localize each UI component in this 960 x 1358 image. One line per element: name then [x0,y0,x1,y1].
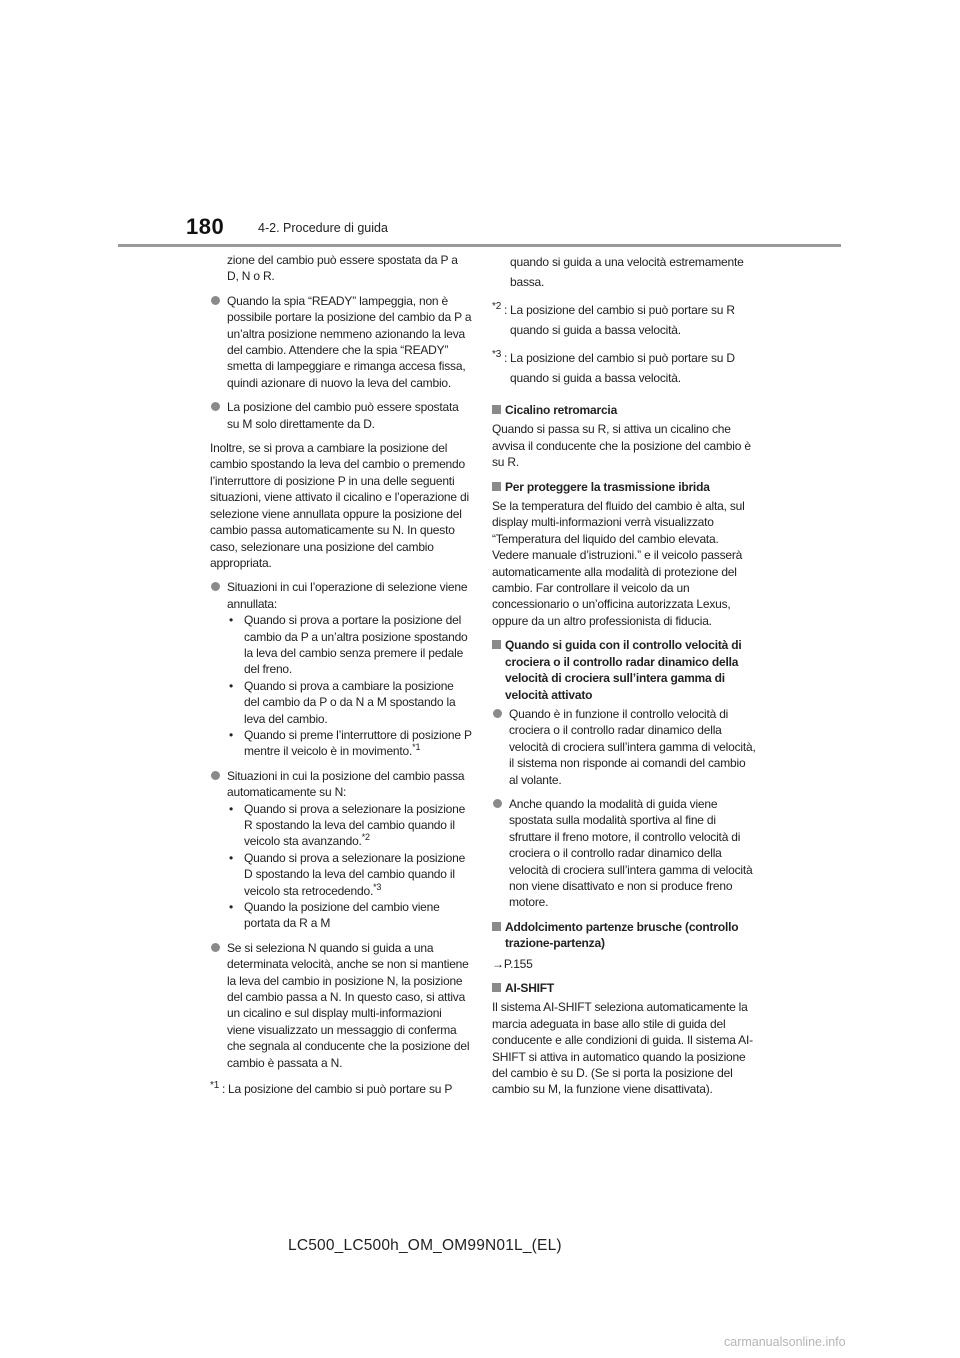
bullet-dot-icon [211,943,220,952]
section-heading [492,980,756,996]
heading-text: AI-SHIFT [505,981,555,995]
sub-item-text: Quando si prova a cambiare la posizione del cambio da P o da N a M spostando la leva del cambio. [244,678,456,726]
square-bullet-icon [492,922,501,931]
footnote-marker: *3 [492,349,502,360]
footnote-ref: *3 [373,881,382,892]
sub-item: • Quando si prova a selezionare la posizione R spostando la leva del cambio quando il veicolo sta avanzando.$^{*2}$ [229,801,466,849]
bullet-item [210,579,472,759]
document-code: LC500_LC500h_OM_OM99N01L_(EL) [288,1237,562,1254]
section-heading [492,402,756,418]
sub-item: • Quando si prova a selezionare la posizione D spostando la leva del cambio quando il veicolo sta retrocedendo.$^{*3}$ [229,850,466,898]
sub-item: • Quando si prova a portare la posizione del cambio da P a un’altra posizione spostando la leva del cambio senza premere il pedale del freno. [229,613,468,677]
sub-item-text: Quando la posizione del cambio viene portata da R a M [244,900,440,931]
arrow-right-icon: → [492,956,504,971]
sub-item: • Quando la posizione del cambio viene portata da R a M [229,900,440,931]
heading-text: Per proteggere la trasmissione ibrida [505,479,710,494]
square-bullet-icon [492,405,501,414]
bullet-text: Situazioni in cui l’operazione di selezione viene annullata: [227,580,468,611]
page-reference-link[interactable] [492,956,756,972]
footnote-ref: *1 [412,742,421,753]
footnote-continued [492,252,756,292]
bullet-item [210,940,472,1071]
section-heading [492,637,756,703]
bullet-dot-icon [493,799,502,808]
left-column [210,252,472,1107]
bullet-item [492,706,756,788]
bullet-dot-icon [211,296,220,305]
paragraph: Inoltre, se si prova a cambiare la posizione del cambio spostando la leva del cambio o premendo l’interruttore di posizione P in una delle seguenti situazioni, viene attivato il cicalino e l’operazione di selezione viene annullata oppure la posizione del cambio passa automaticamente su N. In questo caso, selezionare una posizione del cambio appropriata. [210,441,469,570]
bullet-text: La posizione del cambio può essere spostata su M solo direttamente da D. [227,400,459,431]
page-reference-text: P.155 [503,956,533,971]
footnote-marker: *2 [492,301,502,312]
paragraph: Quando si passa su R, si attiva un cicalino che avvisa il conducente che la posizione del cambio è su R. [492,422,751,470]
bullet-text: Se si seleziona N quando si guida a una determinata velocità, anche se non si mantiene la leva del cambio in posizione N, la posizione del cambio passa a N. In questo caso, si attiva un cicalino e sul display multi-informazioni viene visualizzato un messaggio di conferma che segnala al conducente che la posizione del cambio è passata a N. [227,940,470,1070]
bullet-item [492,796,756,911]
footnote-text: La posizione del cambio si può portare su P [228,1082,453,1097]
footnote-ref: *2 [361,832,370,843]
section-heading [492,479,756,495]
heading-text: Addolcimento partenze brusche (controllo trazione-partenza) [505,919,739,951]
watermark: carmanualsonline.info [724,1335,846,1349]
sub-item-text: Quando si prova a selezionare la posizione D spostando la leva del cambio quando il veicolo sta retrocedendo. [244,850,466,898]
footnote: *1 : La posizione del cambio si può portare su P [210,1079,472,1099]
right-column [492,252,756,1106]
square-bullet-icon [492,983,501,992]
footnote: *3 : La posizione del cambio si può portare su D quando si guida a bassa velocità. [492,348,756,388]
sub-item-text: Quando si prova a selezionare la posizione R spostando la leva del cambio quando il veicolo sta avanzando. [244,801,466,849]
bullet-item [210,293,472,391]
paragraph: Se la temperatura del fluido del cambio è alta, sul display multi-informazioni verrà visualizzato “Temperatura del liquido del cambio elevata. Vedere manuale d’istruzioni.” e il veicolo passerà automaticamente alla modalità di protezione del cambio. Far controllare il veicolo da un concessionario o un’officina autorizzata Lexus, oppure da un altro professionista di fiducia. [492,499,745,628]
bullet-text: Anche quando la modalità di guida viene spostata sulla modalità sportiva al fine di sfruttare il freno motore, il controllo velocità di crociera o il controllo radar dinamico della velocità di crociera sull’intera gamma di velocità non viene disattivato e non si produce freno motore. [509,796,753,910]
page-number: 180 [186,214,225,239]
bullet-text: Situazioni in cui la posizione del cambio passa automaticamente su N: [227,768,465,800]
bullet-item [210,399,472,432]
sub-item: • Quando si prova a cambiare la posizione del cambio da P o da N a M spostando la leva del cambio. [229,678,456,726]
square-bullet-icon [492,482,501,491]
bullet-dot-icon [211,771,220,780]
bullet-text: Quando è in funzione il controllo velocità di crociera o il controllo radar dinamico della velocità di crociera sull’intera gamma di velocità, il sistema non risponde ai comandi del cambio al volante. [509,706,756,787]
sub-item-text: Quando si prova a portare la posizione del cambio da P a un’altra posizione spostando la leva del cambio senza premere il pedale del freno. [244,613,468,677]
bullet-dot-icon [211,402,220,411]
page-header [0,0,960,250]
footnote-marker: *1 [210,1080,220,1092]
paragraph: Il sistema AI-SHIFT seleziona automaticamente la marcia adeguata in base allo stile di guida del conducente e alle condizioni di guida. Il sistema AI-SHIFT si attiva in automatico quando la posizione del cambio è su D. (Se si porta la posizione del cambio su M, la funzione viene disattivata). [492,1000,753,1097]
heading-text: Cicalino retromarcia [505,403,618,417]
heading-text: Quando si guida con il controllo velocità di crociera o il controllo radar dinamico della velocità di crociera sull’intera gamma di velocità attivato [505,638,742,702]
footnote: *2 : La posizione del cambio si può portare su R quando si guida a bassa velocità. [492,300,756,340]
footnote-text: La posizione del cambio si può portare su R quando si guida a bassa velocità. [510,303,735,337]
header-divider [118,244,841,247]
sub-item-text: Quando si preme l’interruttore di posizione P mentre il veicolo è in movimento. [244,727,472,759]
section-heading [492,919,756,952]
bullet-dot-icon [211,582,220,591]
continued-text: zione del cambio può essere spostata da P a D, N o R. [227,253,458,284]
sub-item: • Quando si preme l’interruttore di posizione P mentre il veicolo è in movimento.$^{*1}$ [229,727,472,759]
bullet-text: Quando la spia “READY” lampeggia, non è possibile portare la posizione del cambio da P a un’altra posizione nemmeno azionando la leva del cambio. Attendere che la spia “READY” smetta di lampeggiare e rimanga accesa fissa, quindi azionare di nuovo la leva del cambio. [227,293,472,390]
bullet-dot-icon [493,709,502,718]
section-title: 4-2. Procedure di guida [258,221,388,235]
bullet-item [210,768,472,932]
square-bullet-icon [492,640,501,649]
footnote-text: La posizione del cambio si può portare su D quando si guida a bassa velocità. [510,351,735,385]
footnote-text: quando si guida a una velocità estremamente bassa. [510,255,744,289]
